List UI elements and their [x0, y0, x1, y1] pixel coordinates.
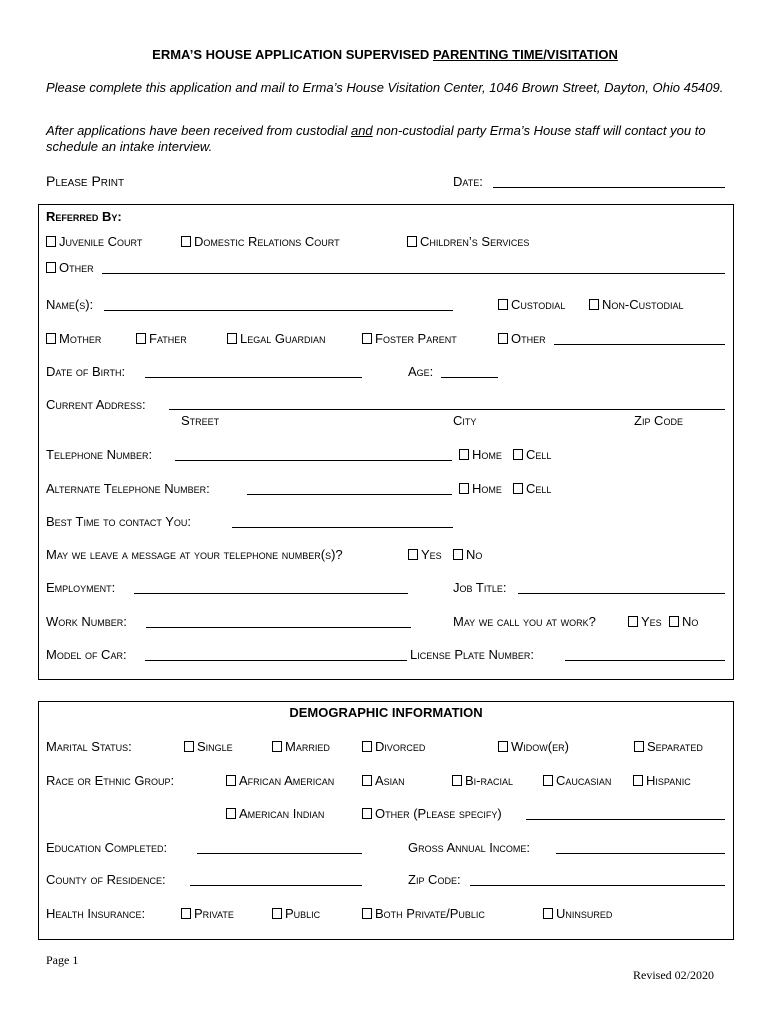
message-label: May we leave a message at your telephone number(s)?	[46, 547, 343, 562]
caucasian-option[interactable]	[543, 773, 611, 788]
page-number: Page 1	[46, 953, 79, 967]
intro-paragraph-2	[46, 123, 736, 155]
checkbox[interactable]	[498, 741, 508, 752]
checkbox[interactable]	[634, 741, 644, 752]
option-label: Widow(er)	[511, 739, 569, 754]
option-label: Other	[59, 260, 94, 275]
intro-p2-and: and	[350, 123, 373, 138]
demographic-heading: DEMOGRAPHIC INFORMATION	[289, 705, 483, 720]
option-label: Yes	[421, 547, 442, 562]
job-title-label: Job Title:	[453, 580, 507, 595]
license-plate-field[interactable]	[565, 660, 725, 661]
relation-other-field[interactable]	[554, 344, 725, 345]
checkbox[interactable]	[543, 908, 553, 919]
option-label: Bi-racial	[465, 773, 514, 788]
option-label: Divorced	[375, 739, 426, 754]
checkbox[interactable]	[181, 908, 191, 919]
form-title-part1: ERMA’S HOUSE APPLICATION SUPERVISED	[152, 47, 430, 62]
education-label: Education Completed:	[46, 840, 168, 855]
juvenile-court-option[interactable]	[46, 234, 142, 249]
checkbox[interactable]	[226, 775, 236, 786]
checkbox[interactable]	[453, 549, 463, 560]
option-label: American Indian	[239, 806, 325, 821]
date-label: Date:	[453, 174, 483, 189]
insurance-public-option[interactable]	[272, 906, 320, 921]
form-title-part2: PARENTING TIME/VISITATION	[432, 47, 618, 62]
race-label: Race or Ethnic Group:	[46, 773, 175, 788]
work-no-option[interactable]	[669, 614, 698, 629]
option-label: Uninsured	[556, 906, 613, 921]
county-field[interactable]	[190, 885, 362, 886]
address-label: Current Address:	[46, 397, 146, 412]
option-label: Separated	[647, 739, 703, 754]
referred-by-heading: Referred By:	[46, 209, 122, 224]
age-field[interactable]	[441, 377, 498, 378]
race-other-field[interactable]	[526, 819, 725, 820]
please-print-label: Please Print	[46, 173, 125, 189]
checkbox[interactable]	[181, 236, 191, 247]
alt-telephone-field[interactable]	[247, 494, 452, 495]
checkbox[interactable]	[407, 236, 417, 247]
checkbox[interactable]	[272, 908, 282, 919]
domestic-relations-option[interactable]	[181, 234, 340, 249]
checkbox[interactable]	[362, 741, 372, 752]
option-label: Other	[511, 331, 546, 346]
option-label: Non-Custodial	[602, 297, 684, 312]
intro-p2-c: non-custodial party Erma’s House staff will contact you to schedule an intake interview.	[46, 123, 706, 154]
education-field[interactable]	[197, 853, 362, 854]
option-label: Hispanic	[646, 773, 691, 788]
revision-date: Revised 02/2020	[633, 968, 714, 982]
widow-option[interactable]	[498, 739, 569, 754]
telephone-field[interactable]	[175, 460, 452, 461]
income-label: Gross Annual Income:	[408, 840, 531, 855]
legal-guardian-option[interactable]	[227, 331, 325, 346]
employment-label: Employment:	[46, 580, 116, 595]
single-option[interactable]	[184, 739, 233, 754]
option-label: Married	[285, 739, 330, 754]
option-label: Foster Parent	[375, 331, 457, 346]
checkbox[interactable]	[628, 616, 638, 627]
dob-field[interactable]	[145, 377, 362, 378]
date-field[interactable]	[493, 187, 725, 188]
separated-option[interactable]	[634, 739, 703, 754]
relation-other-option[interactable]	[498, 331, 546, 346]
custodial-option[interactable]	[498, 297, 565, 312]
work-yes-option[interactable]	[628, 614, 662, 629]
checkbox[interactable]	[543, 775, 553, 786]
checkbox[interactable]	[513, 449, 523, 460]
option-label: Home	[472, 447, 502, 462]
checkbox[interactable]	[452, 775, 462, 786]
best-time-label: Best Time to contact You:	[46, 514, 192, 529]
best-time-field[interactable]	[232, 527, 453, 528]
option-label: African American	[239, 773, 335, 788]
father-option[interactable]	[136, 331, 187, 346]
telephone-label: Telephone Number:	[46, 447, 153, 462]
dob-label: Date of Birth:	[46, 364, 126, 379]
option-label: Private	[194, 906, 234, 921]
married-option[interactable]	[272, 739, 330, 754]
referred-other-option[interactable]	[46, 260, 94, 275]
zip-code-label: Zip Code:	[408, 872, 461, 887]
option-label: Asian	[375, 773, 405, 788]
license-plate-label: License Plate Number:	[410, 647, 534, 662]
checkbox[interactable]	[184, 741, 194, 752]
option-label: Father	[149, 331, 187, 346]
message-yes-option[interactable]	[408, 547, 442, 562]
income-field[interactable]	[556, 853, 725, 854]
checkbox[interactable]	[633, 775, 643, 786]
option-label: Legal Guardian	[240, 331, 326, 346]
checkbox[interactable]	[272, 741, 282, 752]
work-number-field[interactable]	[146, 627, 411, 628]
names-label: Name(s):	[46, 297, 94, 312]
insurance-private-option[interactable]	[181, 906, 234, 921]
work-number-label: Work Number:	[46, 614, 127, 629]
city-caption: City	[453, 413, 477, 428]
street-caption: Street	[181, 413, 220, 428]
call-at-work-label: May we call you at work?	[453, 614, 596, 629]
checkbox[interactable]	[362, 775, 372, 786]
insurance-label: Health Insurance:	[46, 906, 146, 921]
checkbox[interactable]	[136, 333, 146, 344]
checkbox[interactable]	[362, 908, 372, 919]
job-title-field[interactable]	[518, 593, 725, 594]
insurance-uninsured-option[interactable]	[543, 906, 612, 921]
checkbox[interactable]	[459, 483, 469, 494]
checkbox[interactable]	[498, 333, 508, 344]
option-label: No	[466, 547, 483, 562]
option-label: Yes	[641, 614, 662, 629]
checkbox[interactable]	[408, 549, 418, 560]
checkbox[interactable]	[46, 262, 56, 273]
divorced-option[interactable]	[362, 739, 425, 754]
option-label: No	[682, 614, 699, 629]
option-label: Other (Please specify)	[375, 806, 502, 821]
marital-status-label: Marital Status:	[46, 739, 132, 754]
telephone-cell-option[interactable]	[513, 447, 551, 462]
option-label: Public	[285, 906, 321, 921]
checkbox[interactable]	[227, 333, 237, 344]
car-model-label: Model of Car:	[46, 647, 127, 662]
names-field[interactable]	[104, 310, 453, 311]
foster-parent-option[interactable]	[362, 331, 457, 346]
option-label: Custodial	[511, 297, 566, 312]
checkbox[interactable]	[362, 808, 372, 819]
intro-p2-a: After applications have been received from custodial	[46, 123, 348, 138]
form-title	[0, 47, 770, 62]
alt-telephone-label: Alternate Telephone Number:	[46, 481, 210, 496]
car-model-field[interactable]	[145, 660, 407, 661]
american-indian-option[interactable]	[226, 806, 324, 821]
checkbox[interactable]	[498, 299, 508, 310]
applicant-section	[38, 204, 734, 680]
option-label: Cell	[526, 447, 552, 462]
mother-option[interactable]	[46, 331, 101, 346]
option-label: Single	[197, 739, 233, 754]
option-label: Caucasian	[556, 773, 612, 788]
biracial-option[interactable]	[452, 773, 513, 788]
message-no-option[interactable]	[453, 547, 482, 562]
alt-home-option[interactable]	[459, 481, 502, 496]
hispanic-option[interactable]	[633, 773, 691, 788]
checkbox[interactable]	[46, 333, 56, 344]
address-field[interactable]	[169, 409, 725, 410]
non-custodial-option[interactable]	[589, 297, 683, 312]
county-label: County of Residence:	[46, 872, 166, 887]
childrens-services-option[interactable]	[407, 234, 529, 249]
zip-caption: Zip Code	[634, 413, 683, 428]
insurance-both-option[interactable]	[362, 906, 485, 921]
asian-option[interactable]	[362, 773, 405, 788]
telephone-home-option[interactable]	[459, 447, 502, 462]
intro-paragraph-1: Please complete this application and mail to Erma’s House Visitation Center, 1046 Brown Street, Dayton, Ohio 45409.	[46, 80, 724, 95]
race-other-option[interactable]	[362, 806, 502, 821]
employment-field[interactable]	[134, 593, 408, 594]
african-american-option[interactable]	[226, 773, 334, 788]
checkbox[interactable]	[362, 333, 372, 344]
checkbox[interactable]	[669, 616, 679, 627]
option-label: Cell	[526, 481, 552, 496]
option-label: Juvenile Court	[59, 234, 143, 249]
checkbox[interactable]	[46, 236, 56, 247]
option-label: Home	[472, 481, 502, 496]
referred-other-field[interactable]	[102, 273, 725, 274]
checkbox[interactable]	[589, 299, 599, 310]
option-label: Children’s Services	[420, 234, 530, 249]
option-label: Mother	[59, 331, 102, 346]
option-label: Both Private/Public	[375, 906, 485, 921]
alt-cell-option[interactable]	[513, 481, 551, 496]
zip-code-field[interactable]	[470, 885, 725, 886]
age-label: Age:	[408, 364, 434, 379]
checkbox[interactable]	[226, 808, 236, 819]
option-label: Domestic Relations Court	[194, 234, 340, 249]
checkbox[interactable]	[459, 449, 469, 460]
checkbox[interactable]	[513, 483, 523, 494]
